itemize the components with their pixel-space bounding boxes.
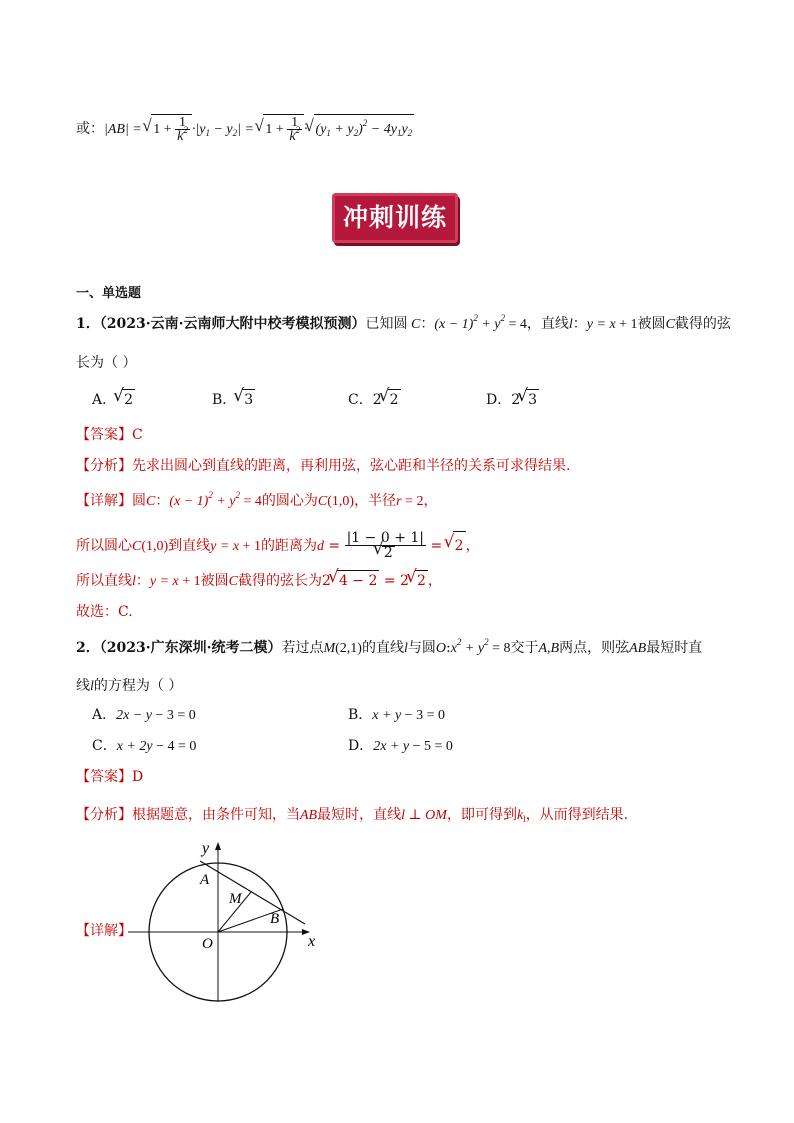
q1-conclusion: 故选：C. bbox=[76, 604, 133, 620]
q2-option-a[interactable]: A．2x − y − 3 = 0 bbox=[92, 707, 196, 723]
sprint-training-banner: 冲刺训练 bbox=[332, 193, 458, 243]
circle-chord-figure bbox=[120, 836, 330, 1006]
q2-answer: 【答案】D bbox=[76, 769, 144, 785]
q1-option-d[interactable]: D．2√ 3 bbox=[486, 389, 539, 410]
label-x: x bbox=[308, 933, 316, 950]
question-1-number: 1． bbox=[76, 316, 100, 332]
question-1-source: （2023·云南·云南师大附中校考模拟预测） bbox=[99, 316, 366, 332]
q1-detail-line-3: 所以直线l：y = x + 1被圆C截得的弦长为2√ 4 − 2 = 2√ 2 ， bbox=[76, 570, 442, 592]
label-b: B bbox=[270, 911, 280, 927]
q1-option-b[interactable]: B．√ 3 bbox=[212, 389, 255, 410]
question-1-stem-line-2: 长为（ ） bbox=[76, 355, 137, 371]
q1-option-a[interactable]: A．√ 2 bbox=[92, 389, 135, 410]
label-y: y bbox=[202, 840, 210, 857]
label-o: O bbox=[202, 936, 213, 952]
label-m: M bbox=[229, 891, 242, 907]
q1-option-c[interactable]: C．2√ 2 bbox=[348, 389, 401, 410]
question-2-stem-line-2: 线l的方程为（ ） bbox=[76, 678, 183, 694]
section-title: 一、单选题 bbox=[76, 286, 142, 301]
line-l bbox=[200, 861, 305, 924]
q2-option-d[interactable]: D．2x + y − 5 = 0 bbox=[348, 738, 453, 754]
question-2-source: （2023·广东深圳·统考二模） bbox=[99, 640, 282, 656]
q1-analysis: 【分析】先求出圆心到直线的距离，再利用弦，弦心距和半径的关系可求得结果. bbox=[76, 458, 571, 474]
y-axis-arrow bbox=[215, 842, 221, 850]
question-1-stem: 1．（2023·云南·云南师大附中校考模拟预测）已知圆 C：$(x - 1)^2 + y^2 = 4$，直线l：y = x + 1被圆C截得的弦 bbox=[76, 313, 731, 332]
q2-analysis: 【分析】根据题意，由条件可知，当AB最短时，直线l ⊥ OM，即可得到$k_l$，从而得到结果. bbox=[76, 807, 629, 824]
q1-detail-line-1: 【详解】圆C：$(x - 1)^2 + y^2 = 4$的圆心为C(1,0)，半径r = 2， bbox=[76, 490, 438, 509]
q2-detail-tag: 【详解】 bbox=[76, 923, 132, 939]
label-a: A bbox=[200, 872, 210, 888]
q1-answer: 【答案】C bbox=[76, 427, 143, 443]
q2-option-c[interactable]: C．x + 2y − 4 = 0 bbox=[92, 738, 197, 754]
q2-option-b[interactable]: B．x + y − 3 = 0 bbox=[348, 707, 445, 723]
formula-prefix: 或： bbox=[76, 121, 104, 137]
question-2-number: 2． bbox=[76, 640, 100, 656]
chord-length-formula: 或：|AB| = √ 1 + $\frac{1}{k^2}$ $\cdot|y_1 - y_2|$ = √ 1 + $\frac{1}{k^2}$ ·√ $(y_1 + y_2)^2 - 4y_1y_2$ bbox=[76, 114, 414, 145]
question-2-stem: 2．（2023·广东深圳·统考二模）若过点M(2,1)的直线l与圆$O:x^2 + y^2 = 8$交于A,B两点，则弦AB最短时直 bbox=[76, 637, 703, 656]
q1-detail-line-2: 所以圆心C(1,0)到直线y = x + 1的距离为d = |1 − 0 + 1| √ 2 = √ 2 ， bbox=[76, 531, 480, 561]
